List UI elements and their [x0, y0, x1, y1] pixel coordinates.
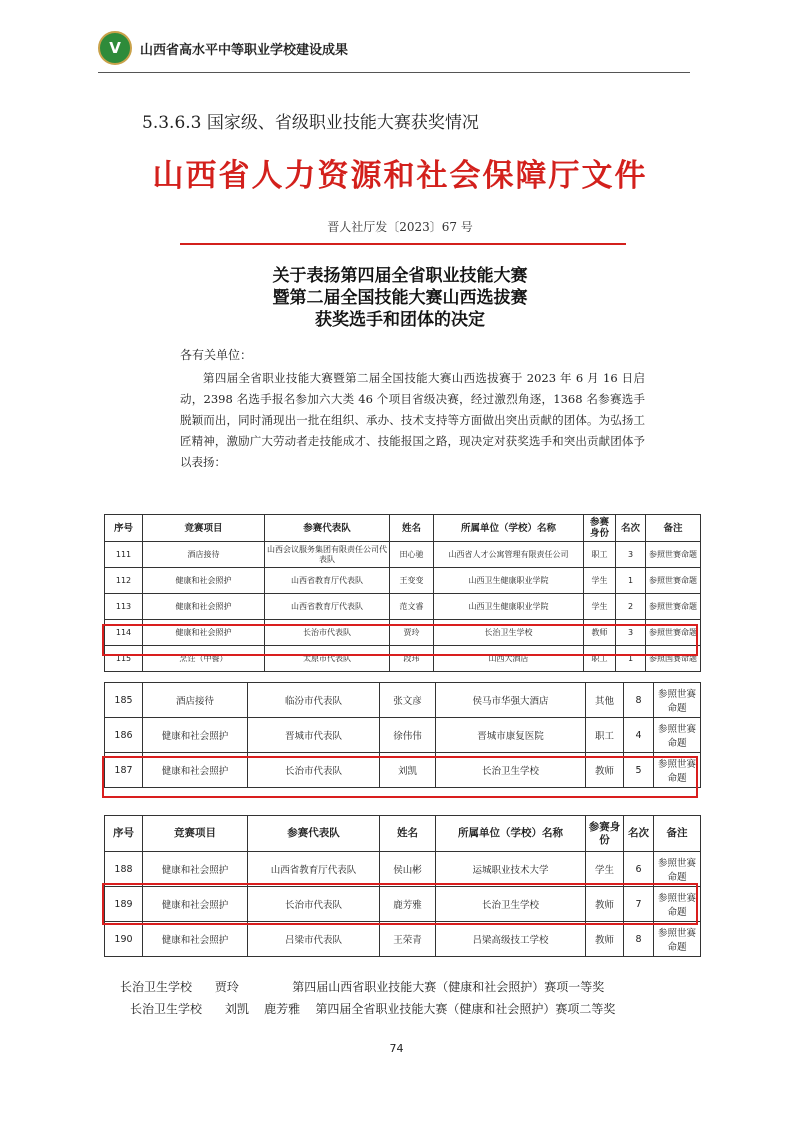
table-cell: 吕梁市代表队 [248, 922, 380, 957]
column-header: 姓名 [390, 515, 434, 542]
table-cell: 山西会议服务集团有限责任公司代表队 [265, 542, 390, 568]
highlight-row-187 [102, 756, 698, 798]
table-cell: 山西大酒店 [434, 646, 584, 672]
table-cell: 教师 [584, 620, 616, 646]
column-header: 参赛身份 [584, 515, 616, 542]
table-cell: 酒店接待 [143, 542, 265, 568]
table-row [105, 568, 701, 594]
table-cell: 3 [616, 620, 646, 646]
table-cell: 范文睿 [390, 594, 434, 620]
table-cell: 187 [105, 753, 143, 788]
table-cell: 1 [616, 568, 646, 594]
column-header: 备注 [654, 816, 701, 852]
table-cell: 田心驰 [390, 542, 434, 568]
table-cell: 8 [624, 683, 654, 718]
table-cell: 职工 [584, 646, 616, 672]
table-cell: 晋城市代表队 [248, 718, 380, 753]
table-cell: 7 [624, 887, 654, 922]
column-header: 参赛代表队 [265, 515, 390, 542]
table-cell: 2 [616, 594, 646, 620]
table-cell: 参照世赛命题 [654, 683, 701, 718]
column-header: 序号 [105, 515, 143, 542]
table-cell: 侯马市华强大酒店 [436, 683, 586, 718]
table-cell: 健康和社会照护 [143, 620, 265, 646]
table-row [105, 922, 701, 957]
column-header: 竞赛项目 [143, 816, 248, 852]
table-cell: 参照世赛命题 [646, 594, 701, 620]
table-cell: 长治卫生学校 [434, 620, 584, 646]
table-cell: 参照世赛命题 [654, 922, 701, 957]
table-row [105, 683, 701, 718]
column-header: 所属单位（学校）名称 [436, 816, 586, 852]
table-row [105, 718, 701, 753]
table-cell: 教师 [586, 887, 624, 922]
page-number: 74 [389, 1042, 404, 1055]
table-cell: 段玮 [390, 646, 434, 672]
table-cell: 山西省教育厅代表队 [248, 852, 380, 887]
table-cell: 5 [624, 753, 654, 788]
table-header-row [105, 515, 701, 542]
table-cell: 参照世赛命题 [654, 753, 701, 788]
table-cell: 贾玲 [390, 620, 434, 646]
table-row [105, 852, 701, 887]
table-cell: 学生 [584, 568, 616, 594]
table-cell: 运城职业技术大学 [436, 852, 586, 887]
table-cell: 长治市代表队 [248, 887, 380, 922]
highlight-row-189 [102, 883, 698, 925]
table-cell: 6 [624, 852, 654, 887]
table-cell: 太原市代表队 [265, 646, 390, 672]
red-divider [180, 243, 626, 245]
table-cell: 职工 [584, 542, 616, 568]
table-cell: 参照世赛命题 [646, 568, 701, 594]
table-cell: 教师 [586, 753, 624, 788]
column-header: 竞赛项目 [143, 515, 265, 542]
table-cell: 参照世赛命题 [646, 542, 701, 568]
table-cell: 刘凯 [380, 753, 436, 788]
column-header: 参赛代表队 [248, 816, 380, 852]
table-cell: 晋城市康复医院 [436, 718, 586, 753]
table-cell: 长治卫生学校 [436, 887, 586, 922]
subject-line: 获奖选手和团体的决定 [315, 310, 485, 330]
table-cell: 健康和社会照护 [143, 922, 248, 957]
document-body: 第四届全省职业技能大赛暨第二届全国技能大赛山西选拔赛于 2023 年 6 月 16 日启动，2398 名选手报名参加六大类 46 个项目省级决赛，经过激烈角逐，1368 名参赛选手脱颖而出，同时涌现出一批在组织、承办、技术支持等方面做出突出贡献的团体。为弘扬工匠精神，激励广大劳动者走技能成才、技能报国之路，现决定对获奖选手和突出贡献团体予以表扬： [180, 371, 645, 469]
table-cell: 111 [105, 542, 143, 568]
table-cell: 王变变 [390, 568, 434, 594]
table-cell: 3 [616, 542, 646, 568]
table-cell: 1 [616, 646, 646, 672]
table-cell: 酒店接待 [143, 683, 248, 718]
table-cell: 190 [105, 922, 143, 957]
section-title: 5.3.6.3 国家级、省级职业技能大赛获奖情况 [142, 113, 479, 133]
table-cell: 吕梁高级技工学校 [436, 922, 586, 957]
column-header: 参赛身份 [586, 816, 624, 852]
subject-line: 关于表扬第四届全省职业技能大赛 [272, 266, 528, 286]
table-cell: 学生 [584, 594, 616, 620]
table-cell: 114 [105, 620, 143, 646]
document-number: 晋人社厅发〔2023〕67 号 [327, 220, 473, 234]
table-cell: 长治卫生学校 [436, 753, 586, 788]
table-cell: 职工 [586, 718, 624, 753]
addressee: 各有关单位： [180, 348, 253, 362]
table-cell: 烹饪（中餐） [143, 646, 265, 672]
table-cell: 112 [105, 568, 143, 594]
table-cell: 参照世赛命题 [646, 620, 701, 646]
award-caption-2: 长治卫生学校 刘凯 鹿芳雅 第四届全省职业技能大赛（健康和社会照护）赛项二等奖 [130, 1002, 616, 1016]
column-header: 姓名 [380, 816, 436, 852]
table-cell: 健康和社会照护 [143, 594, 265, 620]
table-row [105, 542, 701, 568]
table-cell: 4 [624, 718, 654, 753]
table-cell: 临汾市代表队 [248, 683, 380, 718]
table-cell: 学生 [586, 852, 624, 887]
table-header-row [105, 816, 701, 852]
school-logo-icon: V [98, 31, 132, 65]
award-caption-1: 长治卫生学校 贾玲 第四届山西省职业技能大赛（健康和社会照护）赛项一等奖 [120, 980, 605, 994]
table-cell: 山西省教育厅代表队 [265, 594, 390, 620]
table-cell: 健康和社会照护 [143, 718, 248, 753]
table-cell: 山西省教育厅代表队 [265, 568, 390, 594]
table-cell: 侯山彬 [380, 852, 436, 887]
document-subject [100, 265, 700, 331]
table-cell: 张文彦 [380, 683, 436, 718]
table-cell: 参照世赛命题 [654, 718, 701, 753]
table-cell: 健康和社会照护 [143, 887, 248, 922]
column-header: 所属单位（学校）名称 [434, 515, 584, 542]
table-cell: 教师 [586, 922, 624, 957]
table-cell: 山西省人才公寓管理有限责任公司 [434, 542, 584, 568]
page-header [98, 28, 348, 68]
column-header: 备注 [646, 515, 701, 542]
table-cell: 113 [105, 594, 143, 620]
table-cell: 长治市代表队 [265, 620, 390, 646]
column-header: 名次 [616, 515, 646, 542]
table-cell: 参照国赛命题 [646, 646, 701, 672]
table-cell: 8 [624, 922, 654, 957]
table-cell: 健康和社会照护 [143, 852, 248, 887]
header-title: 山西省高水平中等职业学校建设成果 [140, 42, 349, 58]
column-header: 序号 [105, 816, 143, 852]
table-cell: 186 [105, 718, 143, 753]
table-cell: 鹿芳雅 [380, 887, 436, 922]
table-cell: 健康和社会照护 [143, 568, 265, 594]
table-cell: 115 [105, 646, 143, 672]
table-cell: 徐伟伟 [380, 718, 436, 753]
table-cell: 山西卫生健康职业学院 [434, 594, 584, 620]
table-cell: 参照世赛命题 [654, 852, 701, 887]
table-cell: 王荣青 [380, 922, 436, 957]
table-cell: 189 [105, 887, 143, 922]
column-header: 名次 [624, 816, 654, 852]
subject-line: 暨第二届全国技能大赛山西选拔赛 [272, 288, 528, 308]
scanned-document [100, 140, 700, 970]
table-cell: 185 [105, 683, 143, 718]
highlight-row-114 [102, 624, 698, 656]
table-cell: 长治市代表队 [248, 753, 380, 788]
table-row [105, 594, 701, 620]
table-cell: 健康和社会照护 [143, 753, 248, 788]
header-divider [98, 72, 690, 73]
table-cell: 参照世赛命题 [654, 887, 701, 922]
document-issuer: 山西省人力资源和社会保障厅文件 [152, 158, 648, 194]
table-cell: 其他 [586, 683, 624, 718]
table-cell: 山西卫生健康职业学院 [434, 568, 584, 594]
table-cell: 188 [105, 852, 143, 887]
